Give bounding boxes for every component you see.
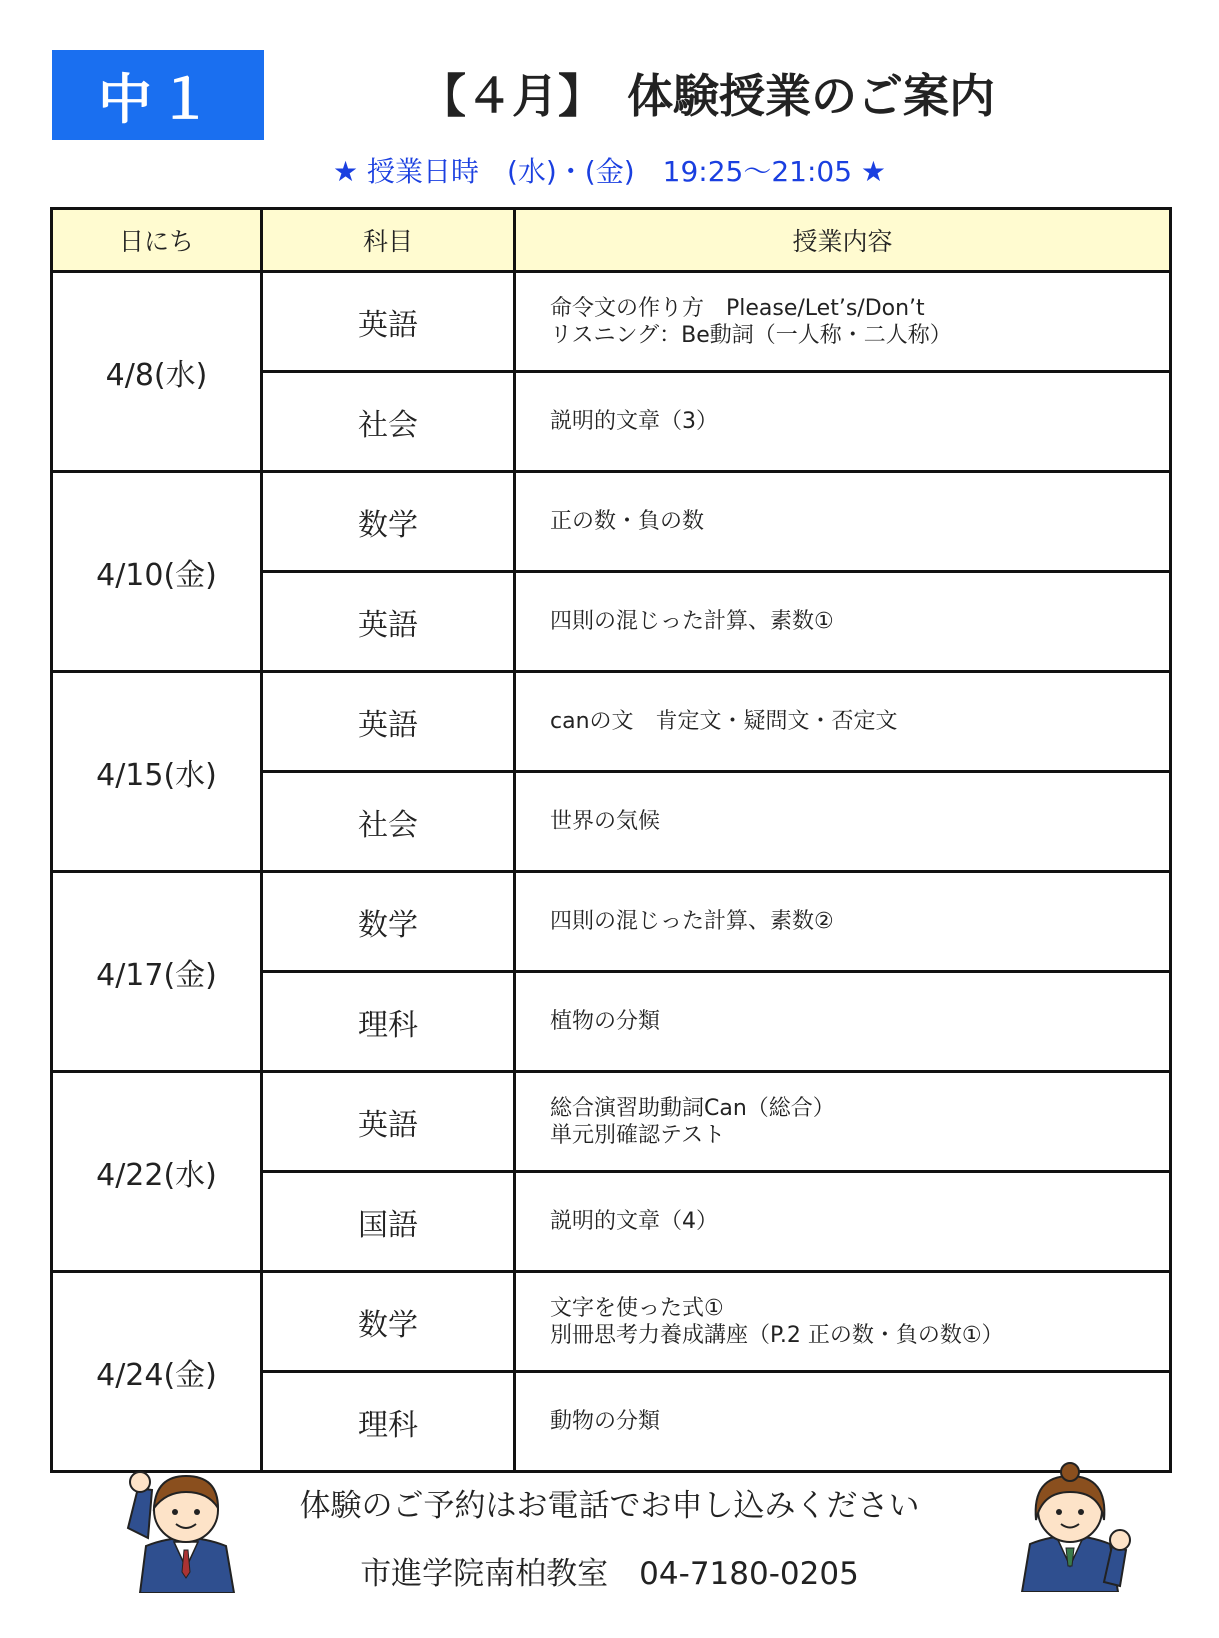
- subject-cell: 社会: [262, 372, 515, 472]
- school-contact: 市進学院南柏教室 04-7180-0205: [360, 1556, 859, 1592]
- date-cell: 4/24(金): [52, 1272, 262, 1472]
- content-line: 植物の分類: [550, 1009, 661, 1034]
- page-title: 【４月】 体験授業のご案内: [420, 69, 995, 123]
- date-cell: 4/15(水): [52, 672, 262, 872]
- subject-cell: 理科: [262, 972, 515, 1072]
- content-line: 説明的文章（3）: [550, 409, 718, 434]
- table-row: [52, 472, 1171, 572]
- content-line: 正の数・負の数: [550, 509, 705, 534]
- table-row: [52, 1272, 1171, 1372]
- grade-badge: 中１: [52, 50, 264, 140]
- subject-cell: 数学: [262, 1272, 515, 1372]
- schedule-table: [50, 207, 1172, 1473]
- content-cell: [515, 872, 1171, 972]
- table-row: [52, 1072, 1171, 1172]
- content-cell: [515, 272, 1171, 372]
- subject-cell: 国語: [262, 1172, 515, 1272]
- content-cell: [515, 1172, 1171, 1272]
- subject-cell: 社会: [262, 772, 515, 872]
- content-cell: [515, 772, 1171, 872]
- table-header-row: [52, 209, 1171, 272]
- reservation-notice: 体験のご予約はお電話でお申し込みください: [299, 1488, 920, 1524]
- subject-cell: 数学: [262, 472, 515, 572]
- content-line: canの文 肯定文・疑問文・否定文: [550, 709, 898, 734]
- table-row: [52, 672, 1171, 772]
- date-cell: 4/17(金): [52, 872, 262, 1072]
- subject-cell: 英語: [262, 272, 515, 372]
- header-date: 日にち: [52, 209, 262, 272]
- content-line: 四則の混じった計算、素数①: [550, 609, 834, 634]
- content-cell: [515, 472, 1171, 572]
- content-cell: [515, 1072, 1171, 1172]
- content-line: 総合演習助動詞Can（総合）: [550, 1095, 835, 1121]
- content-cell: [515, 972, 1171, 1072]
- subject-cell: 英語: [262, 572, 515, 672]
- content-line: 動物の分類: [550, 1409, 661, 1434]
- class-time-subtitle: ★ 授業日時 (水)・(金) 19:25～21:05 ★: [332, 155, 887, 188]
- content-line: リスニング：Be動詞（一人称・二人称）: [550, 322, 952, 348]
- content-line: 別冊思考力養成講座（P.2 正の数・負の数①）: [550, 1322, 1004, 1348]
- header-subject: 科目: [262, 209, 515, 272]
- content-cell: [515, 672, 1171, 772]
- girl-student-fist-icon: [1008, 1462, 1138, 1592]
- content-cell: [515, 1272, 1171, 1372]
- subject-cell: 理科: [262, 1372, 515, 1472]
- table-row: [52, 872, 1171, 972]
- date-cell: 4/8(水): [52, 272, 262, 472]
- table-row: [52, 272, 1171, 372]
- subject-cell: 数学: [262, 872, 515, 972]
- content-line: 説明的文章（4）: [550, 1209, 718, 1234]
- content-line: 単元別確認テスト: [550, 1122, 726, 1148]
- content-cell: [515, 572, 1171, 672]
- content-line: 四則の混じった計算、素数②: [550, 909, 834, 934]
- header-content: 授業内容: [515, 209, 1171, 272]
- content-line: 世界の気候: [550, 809, 661, 834]
- subject-cell: 英語: [262, 672, 515, 772]
- content-cell: [515, 372, 1171, 472]
- content-line: 命令文の作り方 Please/Let’s/Don’t: [550, 295, 925, 321]
- date-cell: 4/22(水): [52, 1072, 262, 1272]
- content-cell: [515, 1372, 1171, 1472]
- subject-cell: 英語: [262, 1072, 515, 1172]
- date-cell: 4/10(金): [52, 472, 262, 672]
- content-line: 文字を使った式①: [550, 1295, 724, 1321]
